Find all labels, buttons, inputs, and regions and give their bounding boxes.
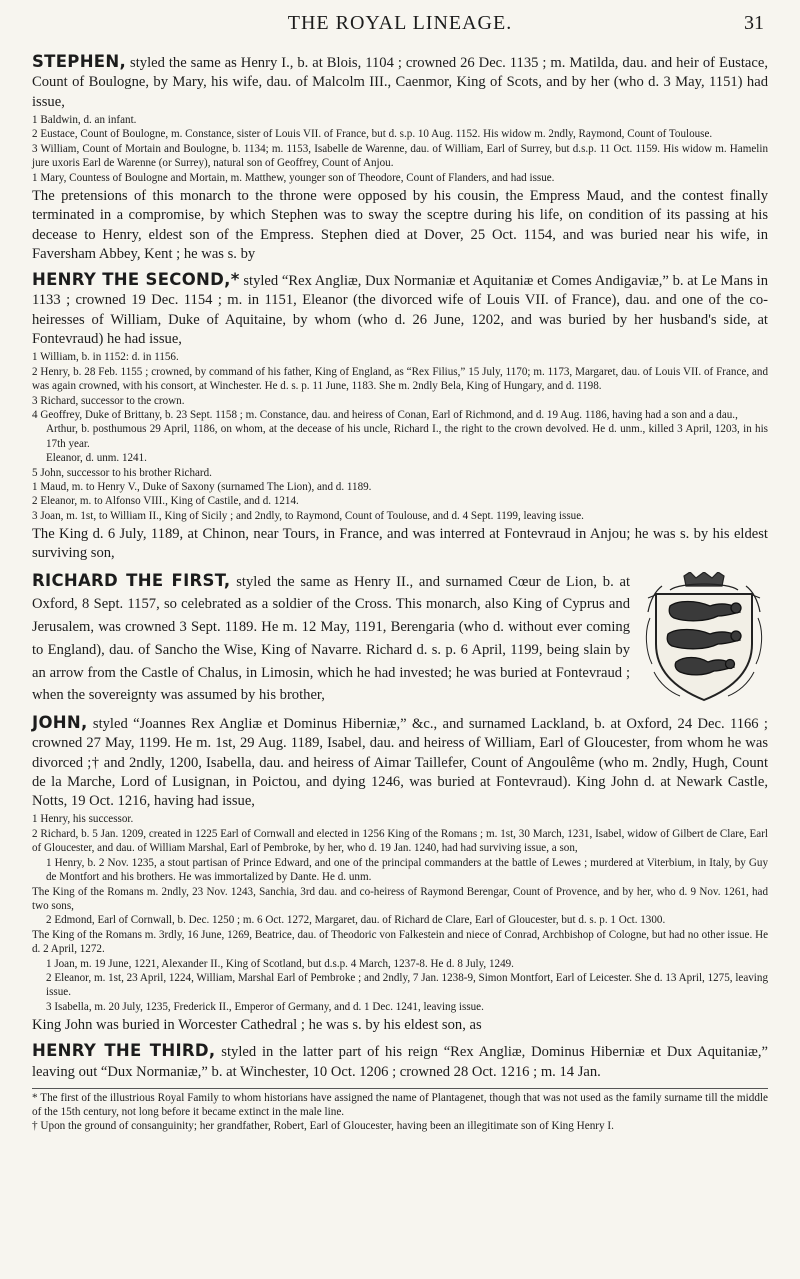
entry-henry-ii <box>32 270 768 564</box>
entry-richard-i <box>32 570 768 707</box>
issue-item: 2 Eleanor, m. 1st, 23 April, 1224, William, Marshal Earl of Pembroke ; and 2ndly, 7 Jan. 1238-9, Simon Montfort, Earl of Leicester. She d. 13 April, 1275, leaving issue. <box>46 971 768 999</box>
entry-stephen <box>32 52 768 264</box>
richard-i-text <box>32 570 630 707</box>
issue-item: 2 Edmond, Earl of Cornwall, b. Dec. 1250 ; m. 6 Oct. 1272, Margaret, dau. of Richard de Clare, Earl of Gloucester, but d. s. p. 1 Oct. 1300. <box>46 914 666 927</box>
issue-item: 3 Isabella, m. 20 July, 1235, Frederick II., Emperor of Germany, and d. 1 Dec. 1241, leaving issue. <box>46 1000 484 1013</box>
page-header <box>32 6 768 46</box>
issue-item: 1 Baldwin, d. an infant. <box>32 113 137 126</box>
issue-item: 2 Henry, b. 28 Feb. 1155 ; crowned, by command of his father, King of England, as “Rex Filius,” 15 July, 1170; m. 1173, Margaret, dau. of Louis VII. of France, and was again crowned, with his consort, at Winchester. He d. s. p. 11 June, 1183. She m. 2ndly Bela, King of Hungary, and d. 1198. <box>32 365 768 393</box>
entry-john <box>32 713 768 1035</box>
richard-i-lead-paragraph <box>32 570 630 707</box>
issue-item: 1 William, b. in 1152: d. in 1156. <box>32 351 179 364</box>
john-issue-list <box>32 812 768 1014</box>
entry-henry-iii <box>32 1041 768 1082</box>
footnotes <box>32 1088 768 1133</box>
issue-item: The King of the Romans m. 3rdly, 16 June, 1269, Beatrice, dau. of Theodoric von Falkestein and niece of Conrad, Archbishop of Cologne, but had no other issue. He d. 2 April, 1272. <box>32 928 768 956</box>
stephen-issue-list <box>32 113 768 185</box>
henry-ii-lead-paragraph <box>32 270 768 349</box>
three-lions-passant <box>667 601 741 674</box>
running-title: THE ROYAL LINEAGE. <box>287 12 513 34</box>
issue-item: 2 Richard, b. 5 Jan. 1209, created in 1225 Earl of Cornwall and elected in 1256 King of the Romans ; m. 1st, 30 March, 1231, Isabel, widow of Gilbert de Clare, Earl of Gloucester, and dau. of William Marshal, Earl of Pembroke, by her, who d. 19 Jan. 1240, had had surviving issue, a son, <box>32 827 768 855</box>
henry-ii-issue-list <box>32 350 768 523</box>
stephen-lead-text: styled the same as Henry I., b. at Blois, 1104 ; crowned 26 Dec. 1135 ; m. Matilda, dau. and heir of Eustace, Count of Boulogne, by Mary, his wife, dau. of Malcolm III., Caenmor, King of Scots, and by her (who d. 3 May, 1151) had issue, <box>32 55 768 110</box>
royal-arms-shield-icon <box>640 572 768 702</box>
henry-iii-lead-text: styled in the latter part of his reign “Rex Angliæ, Dominus Hiberniæ et Dux Aquitaniæ,” leaving out “Dux Normaniæ,” b. at Winchester, 10 Oct. 1206 ; crowned 28 Oct. 1216 ; m. 14 Jan. <box>32 1044 768 1080</box>
issue-item: 1 Henry, his successor. <box>32 813 134 826</box>
john-lead-paragraph <box>32 713 768 811</box>
john-closing-paragraph: King John was buried in Worcester Cathedral ; he was s. by his eldest son, as <box>32 1017 482 1034</box>
henry-ii-lead-text: styled “Rex Angliæ, Dux Normaniæ et Aquitaniæ et Comes Andigaviæ,” b. at Le Mans in 1133 ; crowned 19 Dec. 1154 ; m. in 1151, Eleanor (the divorced wife of Louis VII. of France), dau. and one of the co-heiresses of William, Duke of Aquitaine, by whom (who d. 26 June, 1202, and was buried by her husband's side, at Fontevraud) he had issue, <box>32 273 769 347</box>
stephen-closing-paragraph: The pretensions of this monarch to the throne were opposed by his cousin, the Empress Maud, and the contest finally terminated in a compromise, by which Stephen was to sway the sceptre during his life, on condition of its passing at his decease to Henry, eldest son of the Empress. Stephen died at Dover, 25 Oct. 1154, and was buried near his wife, in Faversham Abbey, Kent ; he was s. by <box>32 187 768 262</box>
henry-ii-closing-paragraph: The King d. 6 July, 1189, at Chinon, near Tours, in France, and was interred at Fontevraud in Anjou; he was s. by his eldest surviving son, <box>32 526 768 562</box>
issue-item: 4 Geoffrey, Duke of Brittany, b. 23 Sept. 1158 ; m. Constance, dau. and heiress of Conan, Earl of Richmond, and d. 19 Aug. 1186, having had a son and a dau., <box>32 408 738 421</box>
richard-i-lead-text: styled the same as Henry II., and surnamed Cœur de Lion, b. at Oxford, 8 Sept. 1157, so celebrated as a soldier of the Cross. This monarch, also King of Cyprus and Jerusalem, was crowned 3 Sept. 1189. He m. 12 May, 1191, Berengaria (who d. without ever coming to England), dau. of Sancho the Wise, King of Navarre. Richard d. s. p. 6 April, 1199, being slain by an arrow from the Castle of Chalus, in Limosin, which he had invested; he was buried at Fontevraud ; when the sovereignty was assumed by his brother, <box>32 573 630 704</box>
issue-item: 1 Maud, m. to Henry V., Duke of Saxony (surnamed The Lion), and d. 1189. <box>32 480 372 493</box>
issue-item: 1 Joan, m. 19 June, 1221, Alexander II., King of Scotland, but d.s.p. 4 March, 1237-8. He d. 8 July, 1249. <box>46 957 514 970</box>
issue-item: 3 Richard, successor to the crown. <box>32 394 185 407</box>
issue-item: Eleanor, d. unm. 1241. <box>46 452 147 465</box>
page-number: 31 <box>744 12 764 34</box>
john-lead-text: styled “Joannes Rex Angliæ et Dominus Hiberniæ,” &c., and surnamed Lackland, b. at Oxford, 24 Dec. 1166 ; crowned 27 May, 1199. He m. 1st, 29 Aug. 1189, Isabel, dau. and heiress of William, Earl of Gloucester, from whom he was divorced ;† and 2ndly, 1200, Isabella, dau. and heiress of Aimar Taillefer, Count of Angoulême (who m. 2ndly, Hugh, Count de la Marche, Lord of Lusignan, in Poictou, and dying 1246, was buried at Fontevraud). King John d. at Newark Castle, Notts, 19 Oct. 1216, having had issue, <box>32 715 768 810</box>
issue-item: 3 Joan, m. 1st, to William II., King of Sicily ; and 2ndly, to Raymond, Count of Toulouse, and d. 4 Sept. 1199, leaving issue. <box>32 509 584 522</box>
monarch-name-stephen: STEPHEN, <box>32 52 127 71</box>
issue-item: 5 John, successor to his brother Richard. <box>32 466 212 479</box>
footnote-1: * The first of the illustrious Royal Family to whom historians have assigned the name of Plantagenet, though that was not used as the family surname till the middle of the 15th century, not long before it became extinct in the male line. <box>32 1092 768 1119</box>
issue-item: 3 William, Count of Mortain and Boulogne, b. 1134; m. 1153, Isabelle de Warenne, dau. of William, Earl of Surrey, but d.s.p. 11 Oct. 1159. His widow m. Hamelin jure uxoris Earl de Warenne (or Surrey), natural son of Geoffrey, Count of Anjou. <box>32 142 768 170</box>
issue-item: Arthur, b. posthumous 29 April, 1186, on whom, at the decease of his uncle, Richard I., the right to the crown devolved. He d. unm., killed 3 April, 1203, in his 17th year. <box>46 423 768 450</box>
footnote-2: † Upon the ground of consanguinity; her grandfather, Robert, Earl of Gloucester, having been an illegitimate son of King Henry I. <box>32 1120 614 1133</box>
issue-item: 2 Eleanor, m. to Alfonso VIII., King of Castile, and d. 1214. <box>32 495 299 508</box>
issue-item: 2 Eustace, Count of Boulogne, m. Constance, sister of Louis VII. of France, but d. s.p. 10 Aug. 1152. His widow m. 2ndly, Raymond, Count of Toulouse. <box>32 128 713 141</box>
monarch-name-henry-ii: HENRY THE SECOND,* <box>32 270 240 290</box>
monarch-name-richard-i: RICHARD THE FIRST, <box>32 570 231 590</box>
monarch-name-henry-iii: HENRY THE THIRD, <box>32 1041 216 1061</box>
henry-iii-lead-paragraph <box>32 1041 768 1082</box>
issue-item: 1 Henry, b. 2 Nov. 1235, a stout partisan of Prince Edward, and one of the principal commanders at the battle of Lewes ; murdered at Viterbium, in Italy, by Guy de Montfort and his brothers. He was immortalized by Dante. He d. unm. <box>46 856 768 884</box>
royal-arms-illustration <box>640 572 768 702</box>
stephen-lead-paragraph <box>32 52 768 112</box>
page <box>0 6 800 1279</box>
issue-item: 1 Mary, Countess of Boulogne and Mortain, m. Matthew, younger son of Theodore, Count of Flanders, and had issue. <box>32 171 555 184</box>
monarch-name-john: JOHN, <box>32 712 88 732</box>
issue-item: The King of the Romans m. 2ndly, 23 Nov. 1243, Sanchia, 3rd dau. and co-heiress of Raymond Berengar, Count of Provence, and by her, who d. 9 Nov. 1261, had two sons, <box>32 885 768 912</box>
